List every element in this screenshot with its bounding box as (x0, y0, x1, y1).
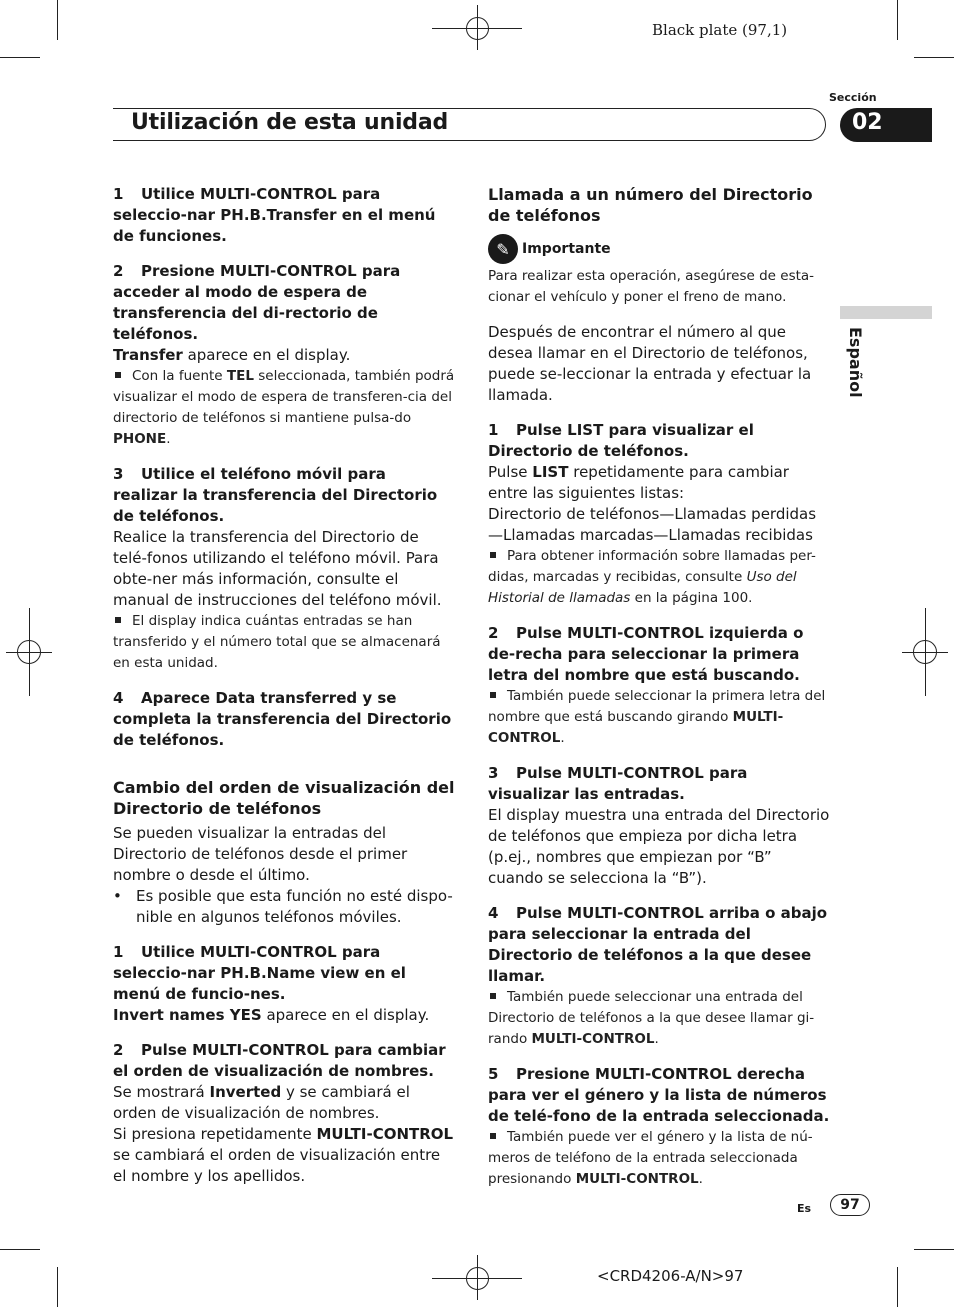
note: También puede seleccionar la primera letra del nombre que está buscando girando MULTI-CONTROL. (488, 688, 826, 746)
step: 1 Utilice MULTI-CONTROL para seleccio-nar PH.B.Transfer en el menú de funciones. (113, 185, 436, 245)
note: También puede seleccionar una entrada del Directorio de teléfonos a la que desee llamar gi-rando MULTI-CONTROL. (488, 989, 815, 1047)
language-bar (840, 306, 932, 319)
important-pin-icon: ✎ (488, 234, 518, 264)
crop-mark (897, 1267, 898, 1307)
page-title: Utilización de esta unidad (131, 110, 449, 135)
crop-mark (0, 57, 40, 58)
crop-mark (914, 1249, 954, 1250)
step: 2 Pulse MULTI-CONTROL para cambiar el orden de visualización de nombres. (113, 1041, 446, 1080)
important-text: Para realizar esta operación, asegúrese de esta-cionar el vehículo y poner el freno de mano. (488, 268, 815, 305)
step: 3 Utilice el teléfono móvil para realizar la transferencia del Directorio de teléfonos. (113, 465, 438, 525)
right-column (488, 184, 830, 1190)
crop-mark (57, 1267, 58, 1307)
step: 2 Presione MULTI-CONTROL para acceder al modo de espera de transferencia del di-rectorio de teléfonos. (113, 262, 401, 343)
body-text: Se mostrará Inverted y se cambiará el orden de visualización de nombres. (113, 1083, 410, 1122)
square-bullet-icon (490, 993, 496, 999)
square-bullet-icon (115, 372, 121, 378)
body-text: Después de encontrar el número al que desea llamar en el Directorio de teléfonos, puede se-leccionar la entrada y efectuar la llamada. (488, 323, 812, 404)
step: 3 Pulse MULTI-CONTROL para visualizar las entradas. (488, 764, 748, 803)
square-bullet-icon (490, 1133, 496, 1139)
registration-mark (466, 17, 489, 40)
body-text: Directorio de teléfonos—Llamadas perdidas—Llamadas marcadas—Llamadas recibidas (488, 505, 817, 544)
registration-mark (17, 640, 41, 664)
section-number: 02 (852, 110, 883, 135)
section-heading: Llamada a un número del Directorio de teléfonos (488, 185, 813, 225)
body-text: Si presiona repetidamente MULTI-CONTROL se cambiará el orden de visualización entre el nombre y los apellidos. (113, 1125, 454, 1185)
square-bullet-icon (490, 552, 496, 558)
registration-mark (913, 640, 937, 664)
crop-mark (57, 0, 58, 40)
square-bullet-icon (490, 692, 496, 698)
left-column (113, 184, 455, 1187)
body-text: Realice la transferencia del Directorio de telé-fonos utilizando el teléfono móvil. Para obte-ner más información, consulte el manual de instrucciones del teléfono móvil. (113, 528, 442, 609)
step: 4 Aparece Data transferred y se completa la transferencia del Directorio de teléfonos. (113, 689, 452, 749)
page-number: 97 (830, 1194, 870, 1216)
doc-code: <CRD4206-A/N>97 (597, 1267, 744, 1285)
crop-mark (914, 57, 954, 58)
important-header (488, 234, 830, 264)
registration-mark (466, 1267, 489, 1290)
section-label: Sección (829, 91, 877, 104)
body-text: Invert names YES aparece en el display. (113, 1006, 430, 1024)
step: 2 Pulse MULTI-CONTROL izquierda o de-recha para seleccionar la primera letra del nombre que está buscando. (488, 624, 804, 684)
body-text: El display muestra una entrada del Directorio de teléfonos que empieza por dicha letra (p.ej., nombres que empiezan por “B” cuando se selecciona la “B”). (488, 806, 830, 887)
body-text: Transfer aparece en el display. (113, 346, 351, 364)
crop-mark (897, 0, 898, 40)
important-label: Importante (522, 240, 611, 257)
crop-mark (0, 1249, 40, 1250)
step: 1 Pulse LIST para visualizar el Directorio de teléfonos. (488, 421, 754, 460)
note: Para obtener información sobre llamadas per-didas, marcadas y recibidas, consulte Uso del Historial de llamadas en la página 100. (488, 548, 816, 606)
note: Con la fuente TEL seleccionada, también podrá visualizar el modo de espera de transferen-cia del directorio de teléfonos si mantiene pulsa-do PHONE. (113, 368, 455, 447)
language-tab: Español (846, 327, 865, 398)
step: 4 Pulse MULTI-CONTROL arriba o abajo para seleccionar la entrada del Directorio de teléfonos a la que desee llamar. (488, 904, 828, 985)
footer-lang-code: Es (797, 1202, 812, 1215)
plate-label: Black plate (97,1) (652, 21, 788, 39)
square-bullet-icon (115, 617, 121, 623)
body-text: Pulse LIST repetidamente para cambiar entre las siguientes listas: (488, 463, 789, 502)
step: 1 Utilice MULTI-CONTROL para seleccio-nar PH.B.Name view en el menú de funcio-nes. (113, 943, 406, 1003)
step: 5 Presione MULTI-CONTROL derecha para ver el género y la lista de números de telé-fono de la entrada seleccionada. (488, 1065, 830, 1125)
note: El display indica cuántas entradas se han transferido y el número total que se almacenará en esta unidad. (113, 613, 441, 671)
note: También puede ver el género y la lista de nú-meros de teléfono de la entrada seleccionada presionando MULTI-CONTROL. (488, 1129, 813, 1187)
section-heading: Cambio del orden de visualización del Directorio de teléfonos (113, 778, 455, 818)
bullet-item: • Es posible que esta función no esté dispo-nible en algunos teléfonos móviles. (113, 887, 453, 926)
body-text: Se pueden visualizar la entradas del Directorio de teléfonos desde el primer nombre o desde el último. (113, 824, 408, 884)
